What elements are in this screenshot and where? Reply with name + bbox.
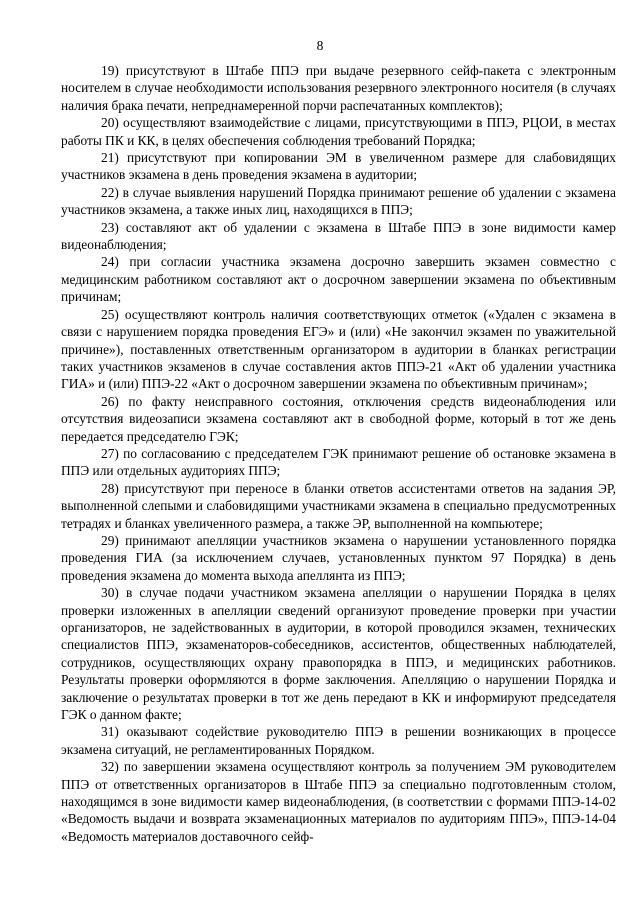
paragraph-23: 23) составляют акт об удалении с экзамена в Штабе ППЭ в зоне видимости камер видеонаблюдения; <box>61 219 616 253</box>
paragraph-30: 30) в случае подачи участником экзамена апелляции о нарушении Порядка в целях проверки изложенных в апелляции сведений организуют проведение проверки при участии организаторов, не задействованных в аудитории, в которой проводился экзамен, технических специалистов ППЭ, экзаменаторов-собеседников, ассистентов, общественных наблюдателей, сотрудников, осуществляющих охрану правопорядка в ППЭ, и медицинских работников. Результаты проверки оформляются в форме заключения. Апелляцию о нарушении Порядка и заключение о результатах проверки в тот же день передают в КК и информируют председателя ГЭК о данном факте; <box>61 585 616 723</box>
paragraph-20: 20) осуществляют взаимодействие с лицами, присутствующими в ППЭ, РЦОИ, в местах работы ПК и КК, в целях обеспечения соблюдения требований Порядка; <box>61 115 616 148</box>
paragraph-29: 29) принимают апелляции участников экзамена о нарушении установленного порядка проведения ГИА (за исключением случаев, установленных пунктом 97 Порядка) в день проведения экзамена до момента выхода апеллянта из ППЭ; <box>61 532 616 583</box>
paragraph-28: 28) присутствуют при переносе в бланки ответов ассистентами ответов на задания ЭР, выполненной слепыми и слабовидящими участниками экзамена в специально предусмотренных тетрадях и бланках увеличенного размера, а также ЭР, выполненной на компьютере; <box>61 480 616 531</box>
paragraph-26: 26) по факту неисправного состояния, отключения средств видеонаблюдения или отсутствия видеозаписи экзамена составляют акт в свободной форме, который в тот же день передается председателю ГЭК; <box>61 393 616 444</box>
paragraph-24: 24) при согласии участника экзамена досрочно завершить экзамен совместно с медицинским работником составляют акт о досрочном завершении экзамена по объективным причинам; <box>61 254 616 305</box>
paragraph-27: 27) по согласованию с председателем ГЭК принимают решение об остановке экзамена в ППЭ или отдельных аудиториях ППЭ; <box>61 445 616 479</box>
paragraph-22: 22) в случае выявления нарушений Порядка принимают решение об удалении с экзамена участников экзамена, а также иных лиц, находящихся в ППЭ; <box>61 184 616 218</box>
paragraph-25: 25) осуществляют контроль наличия соответствующих отметок («Удален с экзамена в связи с нарушением порядка проведения ЕГЭ» и (или) «Не закончил экзамен по уважительной причине»), поставленных ответственным организатором в аудитории в бланках регистрации таких участников экзаменов в случае составления актов ППЭ-21 «Акт об удалении участника ГИА» и (или) ППЭ-22 «Акт о досрочном завершении экзамена по объективным причинам»; <box>61 306 616 392</box>
paragraph-21: 21) присутствуют при копировании ЭМ в увеличенном размере для слабовидящих участников экзамена в день проведения экзамена в аудитории; <box>61 150 616 183</box>
page-number: 8 <box>316 38 324 53</box>
paragraph-31: 31) оказывают содействие руководителю ППЭ в решении возникающих в процессе экзамена ситуаций, не регламентированных Порядком. <box>61 724 616 757</box>
paragraph-19: 19) присутствуют в Штабе ППЭ при выдаче резервного сейф-пакета с электронным носителем в случае необходимости использования резервного электронного носителя (в случаях наличия брака печати, непреднамеренной порчи распечатанных комплектов); <box>61 63 616 113</box>
document-body <box>61 62 616 845</box>
paragraph-32: 32) по завершении экзамена осуществляют контроль за получением ЭМ руководителем ППЭ от ответственных организаторов в Штабе ППЭ за специально подготовленным столом, находящимся в зоне видимости камер видеонаблюдения, (в соответствии с формами ППЭ-14-02 «Ведомость выдачи и возврата экзаменационных материалов по аудиториям ППЭ», ППЭ-14-04 «Ведомость материалов доставочного сейф- <box>61 759 616 844</box>
